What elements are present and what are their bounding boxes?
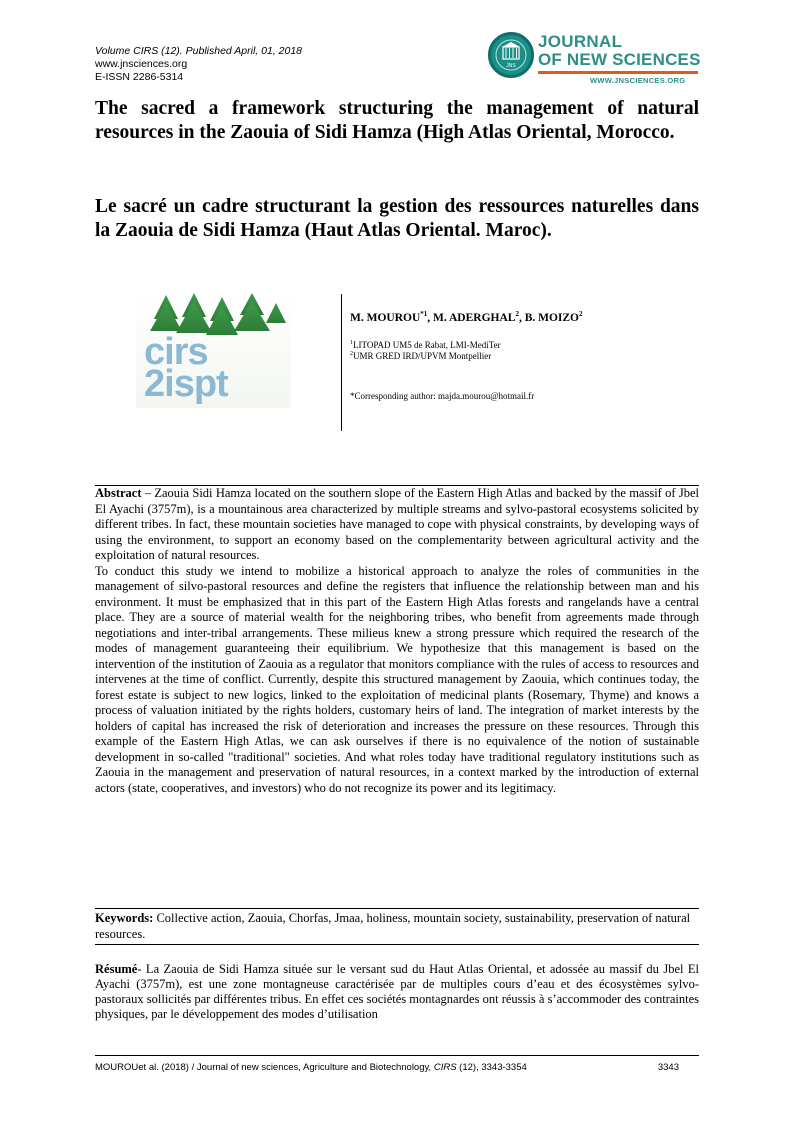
svg-text:JNS: JNS [506,63,516,69]
author-affiliation-mark: 2 [579,310,583,318]
keywords-label: Keywords: [95,911,154,925]
keywords-section [95,911,699,942]
journal-header-meta [95,45,302,84]
footer-citation: MOUROUet al. (2018) / Journal of new sciences, Agriculture and Biotechnology, CIRS (12), 3343-3354 [95,1062,527,1073]
keywords-bottom-rule [95,944,699,945]
abstract-paragraph-1: Abstract – Zaouia Sidi Hamza located on the southern slope of the Eastern High Atlas and backed by the massif of Jbel El Ayachi (3757m), is a mountainous area characterized by multiple streams and sylvo-pastoral ecosystems solicited by different tribes. In fact, these mountain societies have managed to cope with physical constraints, by developing ways of using the environment, to support an economy based on the complementarity between agricultural activity and the exploitation of natural resources. [95,486,699,562]
journal-logo-bar [538,71,698,74]
corresponding-author: *Corresponding author: majda.mourou@hotmail.fr [350,391,535,401]
abstract-section [95,486,699,796]
author-affiliation-mark: 2 [515,310,519,318]
issn-line: E-ISSN 2286-5314 [95,71,184,83]
resume-label: Résumé [95,962,138,976]
title-french: Le sacré un cadre structurant la gestion des ressources naturelles dans la Zaouia de Sidi Hamza (Haut Atlas Oriental. Maroc). [95,196,699,241]
keywords-text: Collective action, Zaouia, Chorfas, Jmaa, holiness, mountain society, sustainability, preservation of natural resources. [95,911,691,941]
abstract-bottom-rule [95,908,699,909]
journal-logo [488,29,703,87]
author-affiliation-mark: *1 [420,310,428,318]
author-name: M. MOUROU [350,311,421,324]
abstract-paragraph-2: To conduct this study we intend to mobilize a historical approach to analyze the roles of communities in the management of silvo-pastoral resources and define the registers that influence the relationship between man and his environment. It must be emphasized that in this part of the Eastern High Atlas forests and rangelands have a central place. They are a source of material wealth for the neighboring tribes, who benefit from agreements made through negotiations and inter-tribal arrangements. These milieus knew a strong pressure which required the research of the modes of management guaranteeing their equilibrium. We hypothesize that this management is based on the intervention of the institution of Zaouia as a regulator that monitors compliance with the rules of access to resources and intervenes at the time of conflict. Currently, despite this structured management by Zaouia, which continues today, the forest estate is subject to new logics, linked to the exploitation of medicinal plants (Rosemary, Thyme) and knows a process of valuation initiated by the rights holders, customary heirs of land. The integration of market interests by the holders of capital has increased the risk of deterioration and increases the pressure on these resources. Through this example of the Eastern High Atlas, we can ask ourselves if there is no equivalence of the notion of sustainable development in so-called "traditional" societies. And what roles today have traditional regulatory institutions such as Zaouia in the management and preservation of natural resources, in a context marked by the introduction of external actors (state, cooperatives, and investors) who do not recognize its power and its legitimacy. [95,563,699,795]
footer-rule [95,1055,699,1056]
affiliation-2: $^2$UMR GRED IRD/UPVM Montpellier [350,351,492,361]
conference-logo-line1: cirs [144,331,208,373]
author-name: M. ADERGHAL [433,311,516,324]
journal-emblem-icon [488,32,534,78]
conference-logo-line2: 2ispt [144,363,228,405]
journal-logo-url: WWW.JNSCIENCES.ORG [590,76,686,85]
author-name: B. MOIZO [524,311,579,324]
author-block-divider [341,294,342,431]
volume-line: Volume CIRS (12). Published April, 01, 2018 [95,45,302,57]
page-number: 3343 [657,1062,679,1073]
journal-logo-line1: JOURNAL [538,32,623,51]
journal-logo-line2: OF NEW SCIENCES [538,50,701,69]
website-line: www.jnsciences.org [95,58,188,70]
resume-section [95,962,699,1022]
conference-logo [136,293,291,408]
page-footer [95,1062,699,1073]
title-english: The sacred a framework structuring the management of natural resources in the Zaouia of Sidi Hamza (High Atlas Oriental, Morocco. [95,98,699,143]
affiliation-1: $^1$LITOPAD UM5 de Rabat, LMI-MediTer [350,340,501,350]
author-list: M. MOUROU$^{*1}$, M. ADERGHAL$^2$, B. MOIZO$^2$ [350,310,583,324]
resume-text: - La Zaouia de Sidi Hamza située sur le versant sud du Haut Atlas Oriental, et adossée au massif du Jbel El Ayachi (3757m), est une zone montagneuse caractérisée par de multiples cours d’eau et des écosystèmes sylvo-pastoraux sollicités par différentes tribus. En effet ces sociétés montagnardes ont réussis à s’accommoder des contraintes physiques, par le développement des modes d’utilisation [95,962,699,1021]
abstract-label: Abstract [95,486,142,500]
